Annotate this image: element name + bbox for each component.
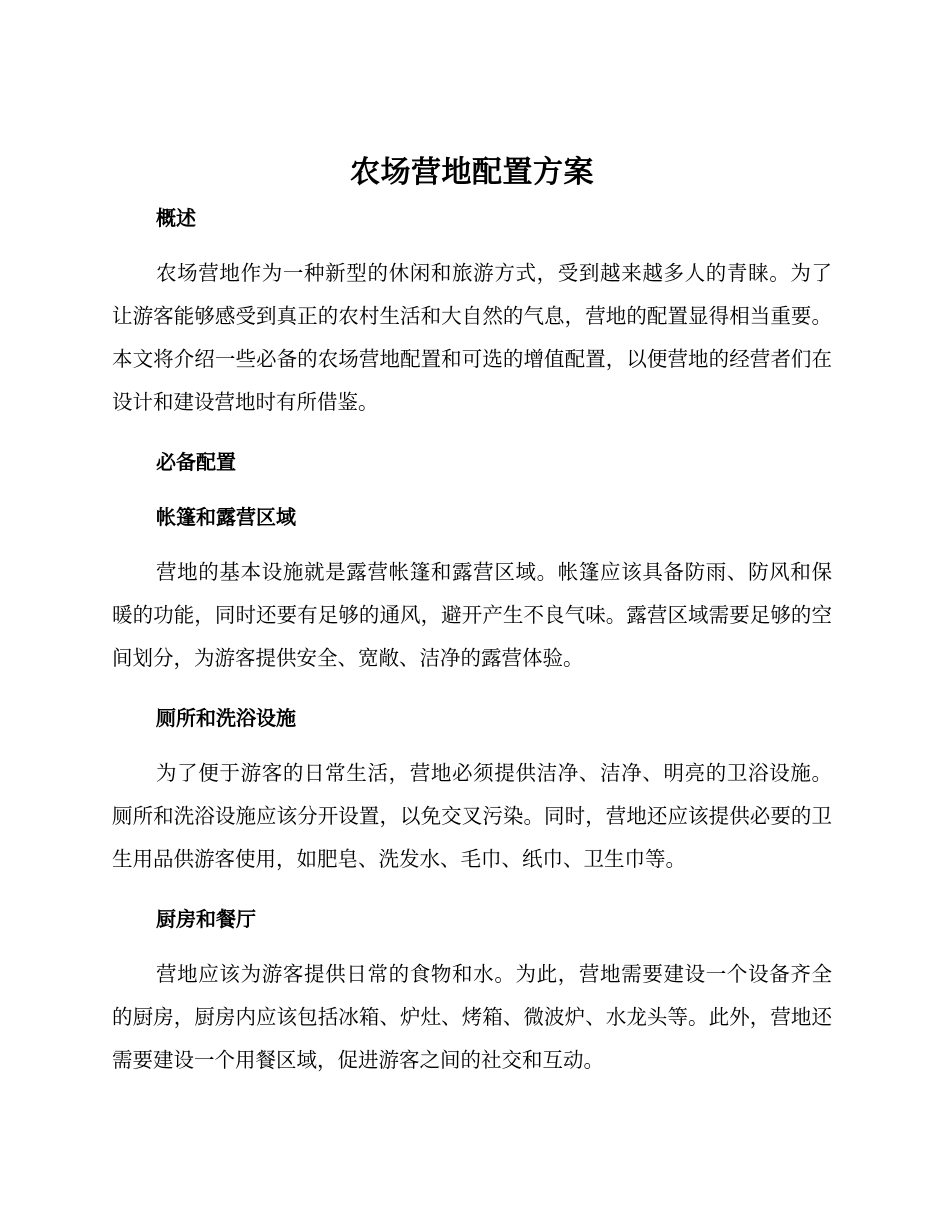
subsection-heading-kitchen-dining: 厨房和餐厅 — [156, 907, 256, 931]
paragraph-toilet-bath: 为了便于游客的日常生活，营地必须提供洁净、洁净、明亮的卫浴设施。厕所和洗浴设施应该分开设置，以免交叉污染。同时，营地还应该提供必要的卫生用品供游客使用，如肥皂、洗发水、毛巾、纸巾、卫生巾等。 — [112, 761, 832, 871]
section-heading-overview: 概述 — [156, 206, 196, 230]
paragraph-overview: 农场营地作为一种新型的休闲和旅游方式，受到越来越多人的青睐。为了让游客能够感受到真正的农村生活和大自然的气息，营地的配置显得相当重要。本文将介绍一些必备的农场营地配置和可选的增值配置，以便营地的经营者们在设计和建设营地时有所借鉴。 — [112, 261, 832, 414]
section-heading-required-config: 必备配置 — [156, 450, 236, 474]
document-page — [112, 148, 832, 1082]
subsection-heading-toilet-bath: 厕所和洗浴设施 — [156, 706, 296, 730]
paragraph-kitchen-dining: 营地应该为游客提供日常的食物和水。为此，营地需要建设一个设备齐全的厨房，厨房内应该包括冰箱、炉灶、烤箱、微波炉、水龙头等。此外，营地还需要建设一个用餐区域，促进游客之间的社交和互动。 — [112, 962, 832, 1072]
paragraph-tent-area: 营地的基本设施就是露营帐篷和露营区域。帐篷应该具备防雨、防风和保暖的功能，同时还要有足够的通风，避开产生不良气味。露营区域需要足够的空间划分，为游客提供安全、宽敞、洁净的露营体验。 — [112, 560, 832, 670]
document-title: 农场营地配置方案 — [350, 155, 594, 190]
subsection-heading-tent-area: 帐篷和露营区域 — [156, 505, 296, 529]
